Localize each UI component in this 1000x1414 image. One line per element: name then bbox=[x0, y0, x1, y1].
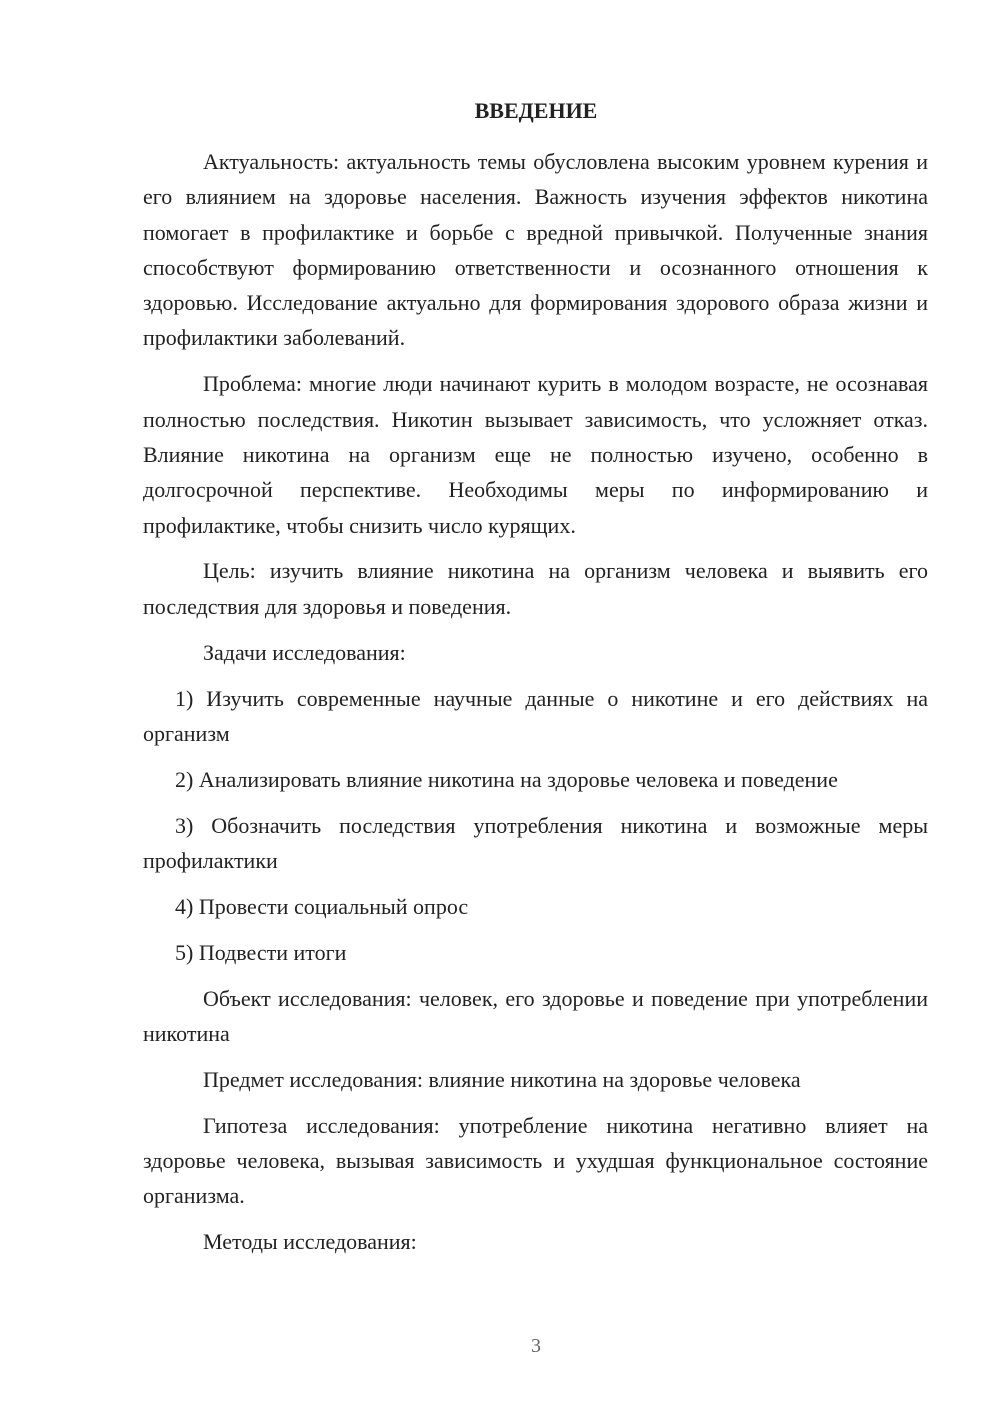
list-item-task-5: 5) Подвести итоги bbox=[175, 939, 347, 965]
list-item-task-1: 1) Изучить современные научные данные о никотине и его действиях на организм bbox=[143, 685, 928, 746]
paragraph-subject: Предмет исследования: влияние никотина на здоровье человека bbox=[203, 1066, 801, 1092]
list-item-task-4: 4) Провести социальный опрос bbox=[175, 893, 469, 919]
paragraph-methods: Методы исследования: bbox=[203, 1229, 417, 1255]
paragraph-hypothesis: Гипотеза исследования: употребление никотина негативно влияет на здоровье человека, вызывая зависимость и ухудшая функциональное состояние организма. bbox=[143, 1112, 928, 1209]
list-item-task-2: 2) Анализировать влияние никотина на здоровье человека и поведение bbox=[175, 766, 838, 792]
page-number: 3 bbox=[531, 1335, 541, 1357]
paragraph-tasks-heading: Задачи исследования: bbox=[203, 639, 406, 665]
document-body bbox=[143, 144, 928, 1270]
paragraph-relevance: Актуальность: актуальность темы обусловлена высоким уровнем курения и его влиянием на здоровье населения. Важность изучения эффектов никотина помогает в профилактике и борьбе с вредной привычкой. Полученные знания способствуют формированию ответственности и осознанного отношения к здоровью. Исследование актуально для формирования здорового образа жизни и профилактики заболеваний. bbox=[143, 149, 928, 351]
paragraph-goal: Цель: изучить влияние никотина на организм человека и выявить его последствия для здоровья и поведения. bbox=[143, 558, 928, 619]
paragraph-object: Объект исследования: человек, его здоровье и поведение при употреблении никотина bbox=[143, 985, 928, 1046]
list-item-task-3: 3) Обозначить последствия употребления никотина и возможные меры профилактики bbox=[143, 812, 928, 873]
paragraph-problem: Проблема: многие люди начинают курить в молодом возрасте, не осознавая полностью последствия. Никотин вызывает зависимость, что усложняет отказ. Влияние никотина на организм еще не полностью изучено, особенно в долгосрочной перспективе. Необходимы меры по информированию и профилактике, чтобы снизить число курящих. bbox=[143, 371, 928, 538]
page-title: ВВЕДЕНИЕ bbox=[474, 98, 598, 123]
